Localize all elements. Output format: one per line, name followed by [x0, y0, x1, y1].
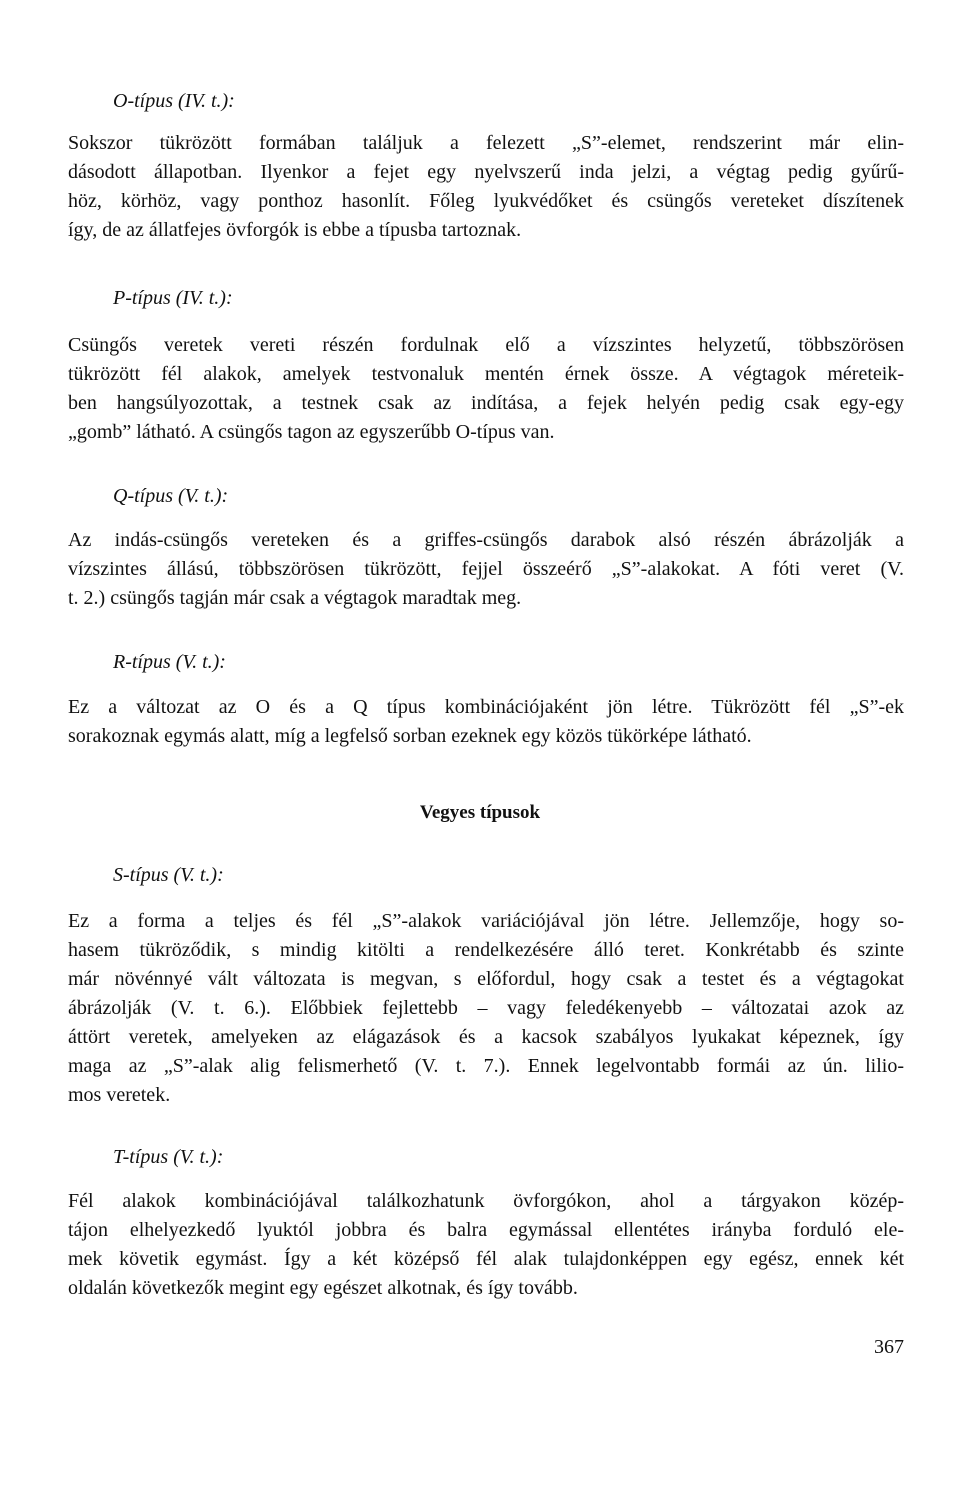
text-line: Ez a változat az O és a Q típus kombinációjaként jön létre. Tükrözött fél „S”-ek — [68, 696, 904, 718]
text-line: Sokszor tükrözött formában találjuk a felezett „S”-elemet, rendszerint már elin- — [68, 132, 904, 154]
text-line: t. 2.) csüngős tagján már csak a végtagok maradtak meg. — [68, 587, 522, 609]
text-line: vízszintes állású, többszörösen tükrözött, fejjel összeérő „S”-alakokat. A fóti veret (V. — [68, 558, 904, 580]
text-line: tájon elhelyezkedő lyuktól jobbra és balra egymással ellentétes irányba forduló ele- — [68, 1219, 904, 1241]
text-line: höz, körhöz, vagy ponthoz hasonlít. Főleg lyukvédőket és csüngős vereteket díszítenek — [68, 190, 904, 212]
paragraph-p — [68, 331, 904, 447]
section-heading-o: O-típus (IV. t.): — [113, 90, 235, 112]
paragraph-r — [68, 693, 904, 751]
text-line: tükrözött fél alakok, amelyek testvonaluk mentén érnek össze. A végtagok méreteik- — [68, 363, 904, 385]
paragraph-t — [68, 1187, 904, 1303]
text-line: így, de az állatfejes övforgók is ebbe a típusba tartoznak. — [68, 219, 522, 241]
text-line: maga az „S”-alak alig felismerhető (V. t. 7.). Ennek legelvontabb formái az ún. lilio- — [68, 1055, 904, 1077]
section-heading-q: Q-típus (V. t.): — [113, 485, 229, 507]
text-line: oldalán következők megint egy egészet alkotnak, és így tovább. — [68, 1277, 578, 1299]
section-heading-s: S-típus (V. t.): — [113, 864, 224, 886]
section-title-mixed: Vegyes típusok — [419, 802, 541, 823]
text-line: ben hangsúlyozottak, a testnek csak az indítása, a fejek helyén pedig csak egy-egy — [68, 392, 904, 414]
text-line: hasem tükröződik, s mindig kitölti a rendelkezésére álló teret. Konkrétabb és szinte — [68, 939, 904, 961]
section-heading-t: T-típus (V. t.): — [113, 1146, 224, 1168]
paragraph-o — [68, 129, 904, 245]
text-line: Az indás-csüngős vereteken és a griffes-csüngős darabok alsó részén ábrázolják a — [68, 529, 904, 551]
text-line: Fél alakok kombinációjával találkozhatunk övforgókon, ahol a tárgyakon közép- — [68, 1190, 904, 1212]
paragraph-q — [68, 526, 904, 613]
section-heading-r: R-típus (V. t.): — [113, 651, 226, 673]
text-line: sorakoznak egymás alatt, míg a legfelső sorban ezeknek egy közös tükörképe látható. — [68, 725, 752, 747]
page-number: 367 — [874, 1336, 904, 1358]
text-line: már növénnyé vált változata is megvan, s előfordul, hogy csak a testet és a végtagokat — [68, 968, 904, 990]
text-line: mos veretek. — [68, 1084, 171, 1106]
text-line: áttört veretek, amelyeken az elágazások és a kacsok szabályos lyukakat képeznek, így — [68, 1026, 904, 1048]
text-line: dásodott állapotban. Ilyenkor a fejet egy nyelvszerű inda jelzi, a végtag pedig gyűrű- — [68, 161, 904, 183]
text-line: Ez a forma a teljes és fél „S”-alakok variációjával jön létre. Jellemzője, hogy so- — [68, 910, 904, 932]
text-line: ábrázolják (V. t. 6.). Előbbiek fejlettebb – vagy feledékenyebb – változatai azok az — [68, 997, 904, 1019]
text-line: Csüngős veretek vereti részén fordulnak elő a vízszintes helyzetű, többszörösen — [68, 334, 904, 356]
section-heading-p: P-típus (IV. t.): — [113, 287, 233, 309]
text-line: „gomb” látható. A csüngős tagon az egyszerűbb O-típus van. — [68, 421, 555, 443]
text-line: mek követik egymást. Így a két középső fél alak tulajdonképpen egy egész, ennek két — [68, 1248, 904, 1270]
paragraph-s — [68, 907, 904, 1110]
